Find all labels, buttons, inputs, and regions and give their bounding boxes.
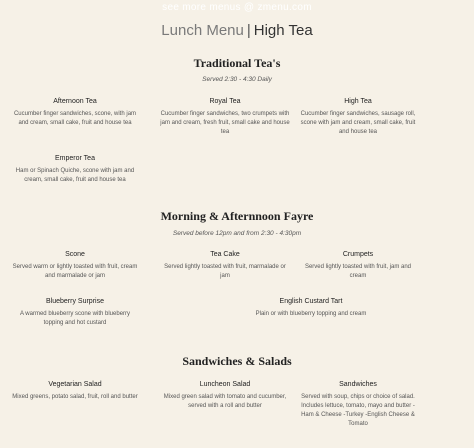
item-name: Luncheon Salad — [199, 381, 251, 388]
item-name: High Tea — [344, 98, 372, 105]
item-name: Crumpets — [342, 251, 374, 258]
menu-item-blueberry-surprise — [10, 298, 140, 328]
menu-item-royal-tea — [160, 98, 290, 137]
menu-item-scone — [10, 251, 140, 281]
menu-item-luncheon-salad — [160, 381, 290, 411]
item-name: Blueberry Surprise — [46, 298, 104, 305]
item-description: Mixed greens, potato salad, fruit, roll and butter — [12, 394, 138, 400]
title-separator: | — [246, 22, 251, 39]
item-description: Plain or with blueberry topping and cream — [255, 311, 367, 317]
watermark-text: see more menus @ zmenu.com — [162, 2, 312, 13]
menu-item-emperor-tea — [10, 155, 140, 185]
menu-title-lunch: Lunch Menu — [161, 22, 244, 39]
section-title-morning-afternoon-fayre: Morning & Afternnoon Fayre — [160, 209, 314, 223]
item-description: Mixed green salad with tomato and cucumber, served with a roll and butter — [163, 394, 287, 409]
section-subtitle-morning-afternoon-fayre: Served before 12pm and from 2:30 - 4:30pm — [172, 230, 302, 237]
section-title-sandwiches-salads: Sandwiches & Salads — [182, 354, 292, 368]
item-name: Afternoon Tea — [53, 98, 97, 105]
item-name: Royal Tea — [209, 98, 241, 105]
menu-item-vegetarian-salad — [10, 381, 140, 402]
item-name: Tea Cake — [210, 251, 240, 258]
menu-item-tea-cake — [160, 251, 290, 281]
item-description: Cucumber finger sandwiches, scone, with jam and cream, small cake, fruit and house tea — [13, 111, 137, 126]
page-title — [0, 22, 474, 39]
item-description: Cucumber finger sandwiches, sausage roll, scone with jam and cream, small cake, fruit and house tea — [300, 111, 416, 135]
menu-title-high-tea: High Tea — [253, 22, 313, 39]
section-title-traditional-teas: Traditional Tea's — [193, 56, 281, 70]
item-description: Served warm or lightly toasted with fruit, cream and marmalade or jam — [12, 264, 138, 279]
menu-item-english-custard-tart — [236, 298, 386, 319]
item-name: Sandwiches — [339, 381, 377, 388]
item-description: A warmed blueberry scone with blueberry topping and hot custard — [19, 311, 131, 326]
menu-item-high-tea — [296, 98, 420, 137]
menu-item-afternoon-tea — [10, 98, 140, 128]
item-name: Vegetarian Salad — [48, 381, 102, 388]
item-name: Scone — [65, 251, 85, 258]
item-name: English Custard Tart — [279, 298, 343, 305]
item-name: Emperor Tea — [55, 155, 95, 162]
item-description: Served lightly toasted with fruit, marmalade or jam — [164, 264, 286, 279]
item-description: Cucumber finger sandwiches, two crumpets with jam and cream, fresh fruit, small cake and house tea — [160, 111, 290, 135]
item-description: Served lightly toasted with fruit, jam and cream — [304, 264, 412, 279]
item-description: Ham or Spinach Quiche, scone with jam and cream, small cake, fruit and house tea — [15, 168, 135, 183]
menu-item-sandwiches — [296, 381, 420, 429]
item-description: Served with soup, chips or choice of salad. Includes lettuce, tomato, mayo and butter - Ham & Cheese -Turkey -English Cheese & Tomato — [301, 394, 415, 427]
menu-item-crumpets — [296, 251, 420, 281]
section-subtitle-traditional-teas: Served 2:30 - 4:30 Daily — [202, 76, 272, 83]
